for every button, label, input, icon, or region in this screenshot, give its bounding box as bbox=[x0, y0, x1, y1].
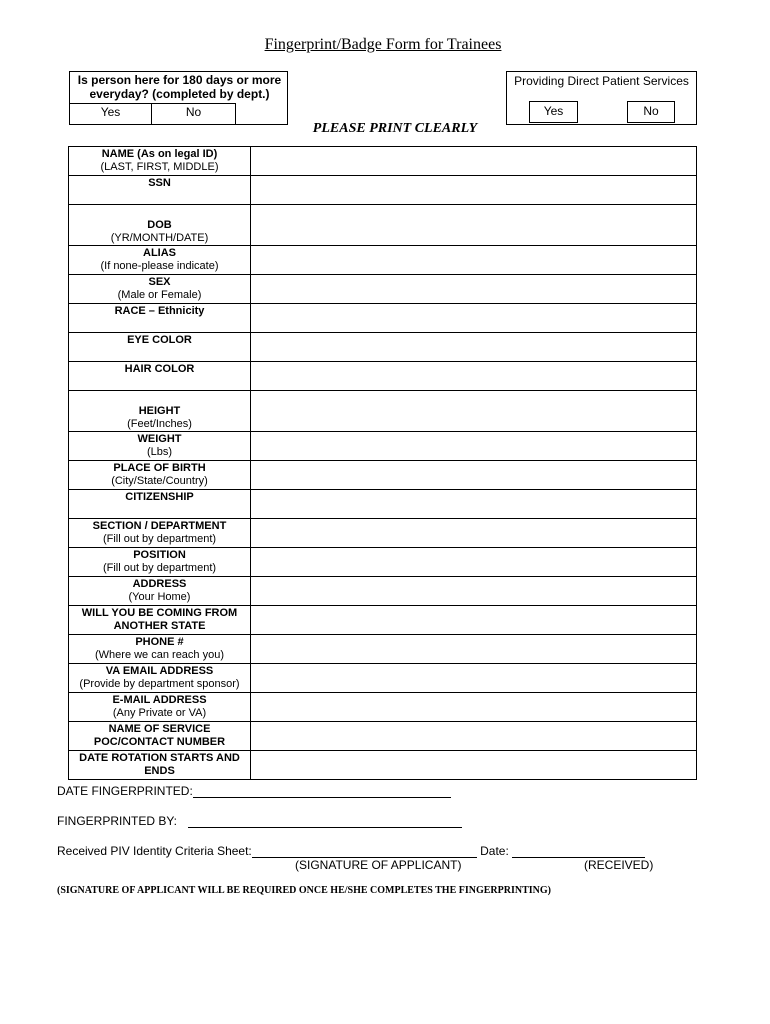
row-title: E-MAIL ADDRESS bbox=[112, 694, 207, 706]
table-row bbox=[69, 362, 697, 391]
date-fingerprinted-field[interactable] bbox=[193, 785, 451, 798]
table-row bbox=[69, 205, 697, 246]
row-subtitle: (Feet/Inches) bbox=[127, 418, 192, 430]
sex-field[interactable] bbox=[251, 275, 697, 304]
duration-no-option[interactable]: No bbox=[152, 103, 236, 125]
table-row bbox=[69, 519, 697, 548]
patient-services-yes-option[interactable]: Yes bbox=[529, 101, 578, 123]
row-subtitle: (YR/MONTH/DATE) bbox=[110, 232, 209, 244]
table-row bbox=[69, 693, 697, 722]
date-label: Date: bbox=[480, 844, 509, 858]
row-title: POSITION bbox=[133, 549, 186, 561]
citizenship-field[interactable] bbox=[251, 490, 697, 519]
duration-question: Is person here for 180 days or more everyday? (completed by dept.) bbox=[77, 73, 282, 101]
row-label bbox=[69, 606, 251, 635]
table-row bbox=[69, 722, 697, 751]
fingerprinted-by-label: FINGERPRINTED BY: bbox=[57, 814, 178, 828]
row-label bbox=[69, 722, 251, 751]
row-subtitle: (Male or Female) bbox=[117, 289, 202, 301]
row-title: HEIGHT bbox=[138, 405, 181, 417]
row-title: PLACE OF BIRTH bbox=[113, 462, 206, 474]
table-row bbox=[69, 490, 697, 519]
date-fingerprinted-line bbox=[57, 784, 451, 798]
ssn-field[interactable] bbox=[251, 176, 697, 205]
row-title: DOB bbox=[147, 219, 172, 231]
footer-note: (SIGNATURE OF APPLICANT WILL BE REQUIRED ONCE HE/SHE COMPLETES THE FINGERPRINTING) bbox=[57, 885, 551, 896]
applicant-signature-field[interactable] bbox=[252, 845, 477, 858]
row-label bbox=[69, 635, 251, 664]
eye-color-field[interactable] bbox=[251, 333, 697, 362]
row-label bbox=[69, 693, 251, 722]
row-subtitle: (Your Home) bbox=[128, 591, 191, 603]
row-label bbox=[69, 751, 251, 780]
table-row bbox=[69, 751, 697, 780]
fingerprinted-by-field[interactable] bbox=[188, 815, 462, 828]
name-field[interactable] bbox=[251, 147, 697, 176]
table-row bbox=[69, 635, 697, 664]
duration-yes-option[interactable]: Yes bbox=[70, 103, 152, 125]
row-title: SSN bbox=[148, 177, 171, 189]
row-title: NAME OF SERVICE POC/CONTACT NUMBER bbox=[93, 723, 226, 748]
another-state-field[interactable] bbox=[251, 606, 697, 635]
position-field[interactable] bbox=[251, 548, 697, 577]
row-title: PHONE # bbox=[135, 636, 184, 648]
row-title: RACE – Ethnicity bbox=[114, 305, 205, 317]
row-title: HAIR COLOR bbox=[124, 363, 195, 375]
row-label bbox=[69, 246, 251, 275]
row-label bbox=[69, 432, 251, 461]
table-row bbox=[69, 548, 697, 577]
race-field[interactable] bbox=[251, 304, 697, 333]
row-title: VA EMAIL ADDRESS bbox=[105, 665, 214, 677]
received-line bbox=[57, 844, 645, 858]
row-title: DATE ROTATION STARTS AND ENDS bbox=[79, 752, 240, 777]
row-title: SEX bbox=[148, 276, 171, 288]
row-label bbox=[69, 304, 251, 333]
height-field[interactable] bbox=[251, 391, 697, 432]
patient-services-question: Providing Direct Patient Services bbox=[514, 74, 689, 88]
table-row bbox=[69, 275, 697, 304]
table-row bbox=[69, 246, 697, 275]
row-label bbox=[69, 176, 251, 205]
table-row bbox=[69, 664, 697, 693]
phone-field[interactable] bbox=[251, 635, 697, 664]
table-row bbox=[69, 606, 697, 635]
row-subtitle: (If none-please indicate) bbox=[100, 260, 219, 272]
service-poc-field[interactable] bbox=[251, 722, 697, 751]
table-row bbox=[69, 304, 697, 333]
row-title: EYE COLOR bbox=[127, 334, 192, 346]
row-label bbox=[69, 205, 251, 246]
row-label bbox=[69, 519, 251, 548]
alias-field[interactable] bbox=[251, 246, 697, 275]
print-clearly-heading: PLEASE PRINT CLEARLY bbox=[312, 121, 478, 136]
row-title: CITIZENSHIP bbox=[125, 491, 194, 503]
row-label bbox=[69, 490, 251, 519]
row-title: ADDRESS bbox=[132, 578, 187, 590]
row-label bbox=[69, 391, 251, 432]
duration-question-box bbox=[69, 71, 288, 125]
row-subtitle: (Any Private or VA) bbox=[112, 707, 207, 719]
hair-color-field[interactable] bbox=[251, 362, 697, 391]
dob-field[interactable] bbox=[251, 205, 697, 246]
section-department-field[interactable] bbox=[251, 519, 697, 548]
row-label bbox=[69, 577, 251, 606]
form-title: Fingerprint/Badge Form for Trainees bbox=[264, 36, 502, 53]
received-caption: (RECEIVED) bbox=[584, 858, 654, 872]
table-row bbox=[69, 432, 697, 461]
table-row bbox=[69, 461, 697, 490]
row-label bbox=[69, 275, 251, 304]
fingerprinted-by-line bbox=[57, 814, 462, 828]
row-title: SECTION / DEPARTMENT bbox=[92, 520, 227, 532]
table-row bbox=[69, 577, 697, 606]
row-label bbox=[69, 333, 251, 362]
email-field[interactable] bbox=[251, 693, 697, 722]
weight-field[interactable] bbox=[251, 432, 697, 461]
patient-services-box bbox=[506, 71, 697, 125]
row-subtitle: (Lbs) bbox=[146, 446, 173, 458]
row-title: WEIGHT bbox=[137, 433, 182, 445]
patient-services-no-option[interactable]: No bbox=[627, 101, 675, 123]
row-title: NAME (As on legal ID) bbox=[101, 148, 218, 160]
table-row bbox=[69, 176, 697, 205]
received-label: Received PIV Identity Criteria Sheet: bbox=[57, 844, 252, 858]
row-label bbox=[69, 147, 251, 176]
row-subtitle: (City/State/Country) bbox=[111, 475, 208, 487]
row-label bbox=[69, 362, 251, 391]
row-title: ALIAS bbox=[143, 247, 176, 259]
va-email-field[interactable] bbox=[251, 664, 697, 693]
row-label bbox=[69, 548, 251, 577]
date-fingerprinted-label: DATE FINGERPRINTED: bbox=[57, 784, 193, 798]
rotation-dates-field[interactable] bbox=[251, 751, 697, 780]
place-of-birth-field[interactable] bbox=[251, 461, 697, 490]
row-title: WILL YOU BE COMING FROM ANOTHER STATE bbox=[81, 607, 238, 632]
row-label bbox=[69, 664, 251, 693]
row-subtitle: (Fill out by department) bbox=[102, 533, 217, 545]
signature-applicant-caption: (SIGNATURE OF APPLICANT) bbox=[295, 858, 462, 872]
row-subtitle: (Fill out by department) bbox=[102, 562, 217, 574]
received-date-field[interactable] bbox=[512, 845, 645, 858]
row-label bbox=[69, 461, 251, 490]
table-row bbox=[69, 333, 697, 362]
row-subtitle: (Provide by department sponsor) bbox=[79, 678, 240, 690]
row-subtitle: (LAST, FIRST, MIDDLE) bbox=[100, 161, 219, 173]
row-subtitle: (Where we can reach you) bbox=[95, 649, 224, 661]
address-field[interactable] bbox=[251, 577, 697, 606]
table-row bbox=[69, 391, 697, 432]
table-row bbox=[69, 147, 697, 176]
trainee-info-table bbox=[68, 146, 697, 780]
